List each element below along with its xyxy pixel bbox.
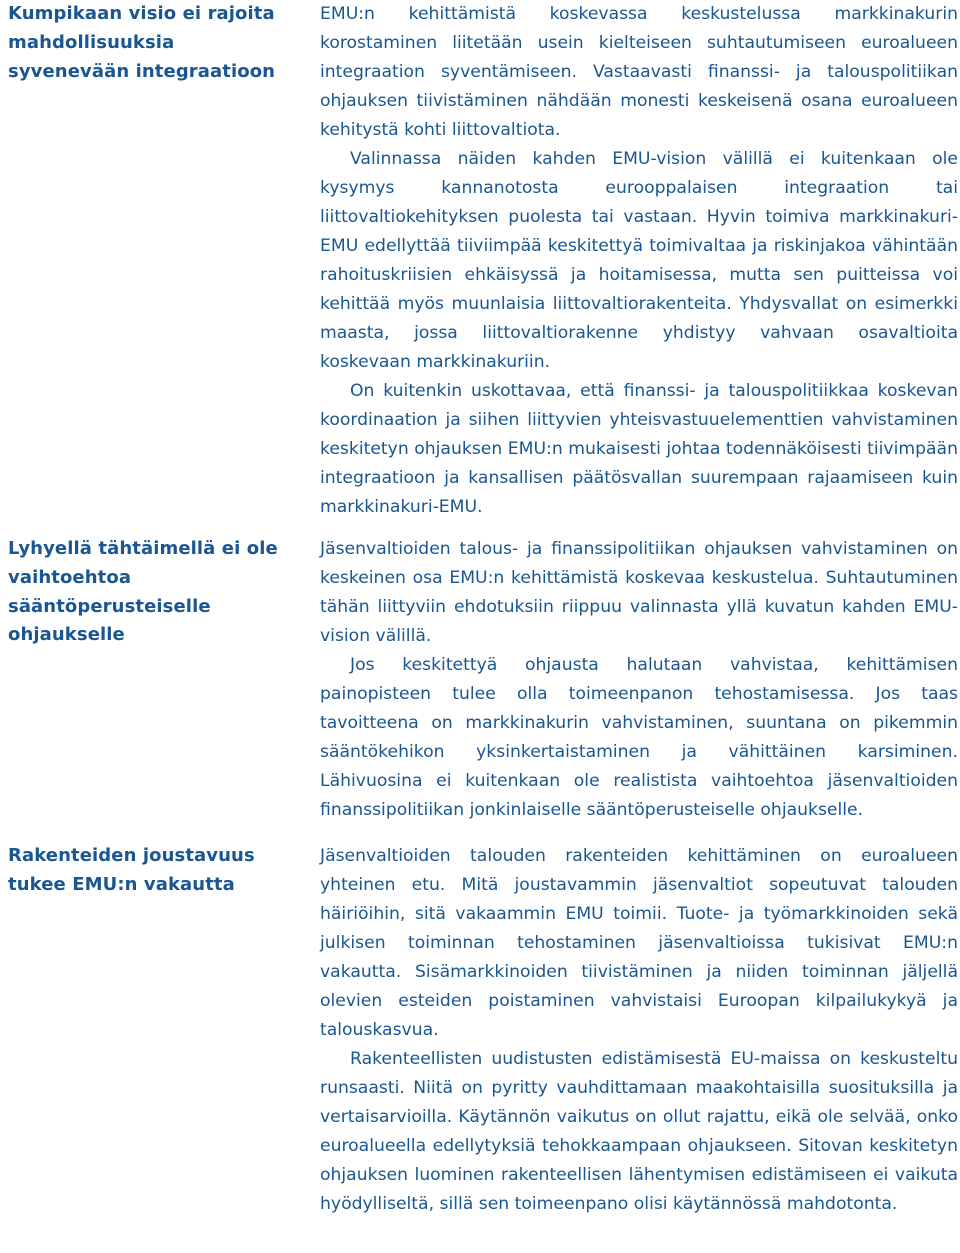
paragraph: On kuitenkin uskottavaa, että finanssi- ja talouspolitiikkaa koskevan koordinaation ja siihen liittyvien yhteisvastuuelementtien vahvistaminen keskitetyn ohjauksen EMU:n mukaisesti johtaa todennäköisesti tiivimpään integraatioon ja kansallisen päätösvallan suurempaan rajaamiseen kuin markkinakuri-EMU.	[320, 381, 958, 517]
body-column	[320, 842, 958, 1219]
side-heading: Rakenteiden joustavuus tukee EMU:n vakautta	[8, 845, 255, 895]
body-column	[320, 0, 958, 522]
paragraph: Jos keskitettyä ohjausta halutaan vahvistaa, kehittämisen painopisteen tulee olla toimeenpanon tehostamisessa. Jos taas tavoitteena on markkinakurin vahvistaminen, suuntana on pikemmin sääntökehikon yksinkertaistaminen ja vähittäinen karsiminen. Lähivuosina ei kuitenkaan ole realistista vaihtoehtoa jäsenvaltioiden finanssipolitiikan jonkinlaiselle sääntöperusteiselle ohjaukselle.	[320, 655, 958, 820]
side-heading: Kumpikaan visio ei rajoita mahdollisuuksia syvenevään integraatioon	[8, 3, 276, 82]
side-heading: Lyhyellä tähtäimellä ei ole vaihtoehtoa sääntöperusteiselle ohjaukselle	[8, 538, 278, 646]
paragraph: Valinnassa näiden kahden EMU-vision välillä ei kuitenkaan ole kysymys kannanotosta eurooppalaisen integraation tai liittovaltiokehityksen puolesta tai vastaan. Hyvin toimiva markkinakuri-EMU edellyttää tiiviimpää keskitettyä toimivaltaa ja riskinjakoa vähintään rahoituskriisien ehkäisyssä ja hoitamisessa, mutta sen puitteissa voi kehittää myös muunlaisia liittovaltiorakenteita. Yhdysvallat on esimerkki maasta, jossa liittovaltiorakenne yhdistyy vahvaan osavaltioita koskevaan markkinakuriin.	[320, 149, 958, 372]
paragraph: Jäsenvaltioiden talous- ja finanssipolitiikan ohjauksen vahvistaminen on keskeinen osa EMU:n kehittämistä koskevaa keskustelua. Suhtautuminen tähän liittyviin ehdotuksiin riippuu valinnasta yllä kuvatun kahden EMU-vision välillä.	[320, 539, 958, 646]
body-column	[320, 535, 958, 825]
paragraph: Jäsenvaltioiden talouden rakenteiden kehittäminen on euroalueen yhteinen etu. Mitä joustavammin jäsenvaltiot sopeutuvat talouden häiriöihin, sitä vakaammin EMU toimii. Tuote- ja työmarkkinoiden sekä julkisen toiminnan tehostaminen jäsenvaltioissa tukisivat EMU:n vakautta. Sisämarkkinoiden tiivistäminen ja niiden toiminnan jäljellä olevien esteiden poistaminen vahvistaisi Euroopan kilpailukykyä ja talouskasvua.	[320, 846, 958, 1040]
paragraph: EMU:n kehittämistä koskevassa keskustelussa markkinakurin korostaminen liitetään usein kielteiseen suhtautumiseen euroalueen integraation syventämiseen. Vastaavasti finanssi- ja talouspolitiikan ohjauksen tiivistäminen nähdään monesti keskeisenä osana euroalueen kehitystä kohti liittovaltiota.	[320, 4, 958, 140]
paragraph: Rakenteellisten uudistusten edistämisestä EU-maissa on keskusteltu runsaasti. Niitä on pyritty vauhdittamaan maakohtaisilla suosituksilla ja vertaisarvioilla. Käytännön vaikutus on ollut rajattu, eikä ole selvää, onko euroalueella edellytyksiä tehokkaampaan ohjaukseen. Sitovan keskitetyn ohjauksen luominen rakenteellisen lähentymisen edistämiseen ei vaikuta hyödylliseltä, sillä sen toimeenpano olisi käytännössä mahdotonta.	[320, 1049, 958, 1214]
